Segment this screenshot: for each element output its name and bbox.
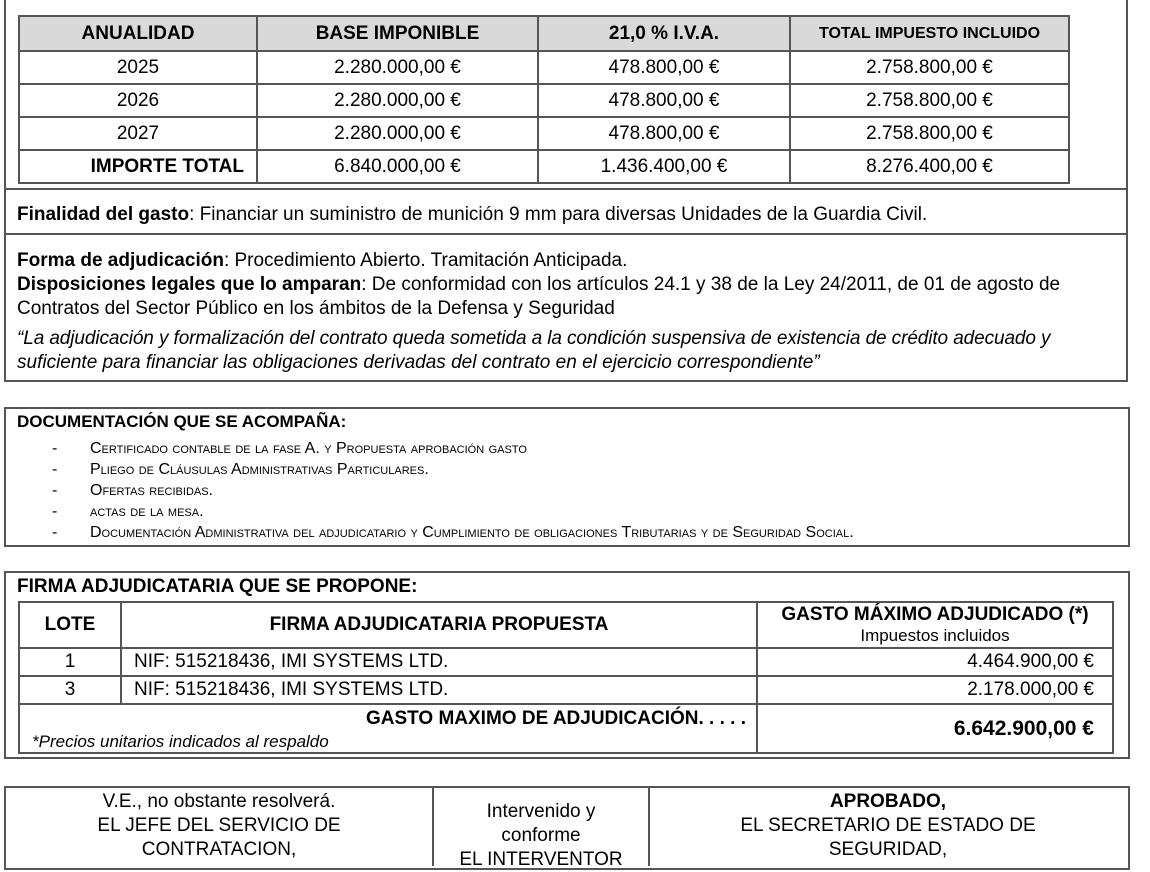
firma-cell: NIF: 515218436, IMI SYSTEMS LTD.	[121, 676, 757, 704]
annuity-header-iva: 21,0 % I.V.A.	[538, 16, 790, 51]
list-item	[52, 503, 204, 521]
finalidad-label: Finalidad del gasto	[17, 204, 190, 225]
documentation-title: DOCUMENTACIÓN QUE SE ACOMPAÑA:	[17, 412, 347, 431]
annuity-total: 2.758.800,00 €	[790, 117, 1069, 150]
divider	[4, 188, 1128, 190]
header-gasto-label: GASTO MÁXIMO ADJUDICADO (*)	[781, 604, 1089, 625]
header-lote: LOTE	[19, 602, 121, 648]
signature-secretario-line: EL SECRETARIO DE ESTADO DE	[740, 815, 1036, 836]
annuity-iva: 478.800,00 €	[538, 84, 790, 117]
documentation-item: Documentación Administrativa del adjudicatario y Cumplimiento de obligaciones Tributarias y de Seguridad Social.	[90, 524, 854, 541]
table-row	[19, 648, 1113, 676]
bullet-dash: -	[52, 461, 58, 478]
disposiciones-text: : De conformidad con los artículos 24.1 y 38 de la Ley 24/2011, de 01 de agosto de	[361, 274, 1061, 295]
finalidad-paragraph	[17, 203, 927, 227]
forma-label: Forma de adjudicación	[17, 250, 224, 271]
annuity-total-iva: 1.436.400,00 €	[538, 150, 790, 183]
signature-interventor	[434, 800, 648, 872]
signature-jefe-line: V.E., no obstante resolverá.	[102, 791, 336, 812]
list-item	[52, 440, 527, 458]
lote-cell: 3	[19, 676, 121, 704]
bullet-dash: -	[52, 482, 58, 499]
documentation-item: Certificado contable de la fase A. y Propuesta aprobación gasto	[90, 440, 527, 457]
bullet-dash: -	[52, 440, 58, 457]
header-gasto	[757, 602, 1113, 648]
annuity-total: 2.758.800,00 €	[790, 84, 1069, 117]
frame-left-border	[4, 0, 6, 382]
gasto-cell: 2.178.000,00 €	[757, 676, 1113, 704]
signature-secretario	[650, 790, 1126, 862]
annuity-total-row	[19, 150, 1069, 183]
signature-interventor-line: Intervenido y	[486, 801, 596, 822]
header-gasto-sub: Impuestos incluidos	[860, 626, 1010, 645]
condicion-line2: suficiente para financiar las obligaciones derivadas del contrato en el ejercicio correspondiente”	[17, 352, 820, 373]
list-item	[52, 524, 854, 542]
header-firma: FIRMA ADJUDICATARIA PROPUESTA	[121, 602, 757, 648]
annuity-header-year: ANUALIDAD	[19, 16, 257, 51]
documentation-item: actas de la mesa.	[90, 503, 204, 520]
annuity-header-total: TOTAL IMPUESTO INCLUIDO	[790, 16, 1069, 51]
lote-cell: 1	[19, 648, 121, 676]
total-label: GASTO MAXIMO DE ADJUDICACIÓN. . . . .	[365, 708, 746, 729]
forma-text: : Procedimiento Abierto. Tramitación Anticipada.	[223, 250, 628, 271]
signature-interventor-line: EL INTERVENTOR	[459, 849, 623, 870]
bullet-dash: -	[52, 524, 58, 541]
documentation-item: Pliego de Cláusulas Administrativas Particulares.	[90, 461, 429, 478]
divider	[4, 233, 1128, 235]
signature-interventor-line: conforme	[501, 825, 581, 846]
frame-right-border	[1126, 0, 1128, 382]
documentation-item: Ofertas recibidas.	[90, 482, 214, 499]
annuity-base: 2.280.000,00 €	[257, 84, 538, 117]
annuity-total-base: 6.840.000,00 €	[257, 150, 538, 183]
gasto-cell: 4.464.900,00 €	[757, 648, 1113, 676]
signature-jefe-line: EL JEFE DEL SERVICIO DE	[97, 815, 341, 836]
disposiciones-label: Disposiciones legales que lo amparan	[17, 274, 362, 295]
annuity-year: 2027	[19, 117, 257, 150]
annuity-iva: 478.800,00 €	[538, 117, 790, 150]
annuity-table	[18, 15, 1070, 184]
list-item	[52, 461, 429, 479]
total-label-cell	[19, 704, 757, 753]
annuity-base: 2.280.000,00 €	[257, 117, 538, 150]
adjudicataria-table	[18, 601, 1114, 754]
bullet-dash: -	[52, 503, 58, 520]
list-item	[52, 482, 213, 500]
disposiciones-paragraph	[17, 273, 1060, 297]
annuity-total-sum: 8.276.400,00 €	[790, 150, 1069, 183]
table-row	[19, 676, 1113, 704]
adjudicataria-title: FIRMA ADJUDICATARIA QUE SE PROPONE:	[17, 576, 418, 597]
annuity-iva: 478.800,00 €	[538, 51, 790, 84]
total-value: 6.642.900,00 €	[757, 704, 1113, 753]
annuity-header-row	[19, 16, 1069, 51]
table-row	[19, 84, 1069, 117]
annuity-total: 2.758.800,00 €	[790, 51, 1069, 84]
finalidad-text: : Financiar un suministro de munición 9 mm para diversas Unidades de la Guardia Civil.	[189, 204, 928, 225]
annuity-header-base: BASE IMPONIBLE	[257, 16, 538, 51]
forma-paragraph	[17, 249, 627, 273]
table-row	[19, 51, 1069, 84]
firma-cell: NIF: 515218436, IMI SYSTEMS LTD.	[121, 648, 757, 676]
annuity-year: 2025	[19, 51, 257, 84]
adjudicataria-total-row	[19, 704, 1113, 753]
annuity-year: 2026	[19, 84, 257, 117]
footnote: *Precios unitarios indicados al respaldo	[32, 732, 329, 751]
condicion-line1: “La adjudicación y formalización del contrato queda sometida a la condición suspensiva de existencia de crédito adecuado y	[17, 328, 1051, 349]
adjudicataria-header-row	[19, 602, 1113, 648]
divider	[4, 380, 1128, 382]
signature-secretario-line: SEGURIDAD,	[828, 839, 948, 860]
signature-secretario-line: APROBADO,	[829, 791, 947, 812]
annuity-total-label: IMPORTE TOTAL	[19, 150, 257, 183]
signature-jefe	[6, 790, 432, 862]
table-row	[19, 117, 1069, 150]
signature-jefe-line: CONTRATACION,	[141, 839, 297, 860]
annuity-base: 2.280.000,00 €	[257, 51, 538, 84]
disposiciones-line2: Contratos del Sector Público en los ámbitos de la Defensa y Seguridad	[17, 298, 615, 319]
